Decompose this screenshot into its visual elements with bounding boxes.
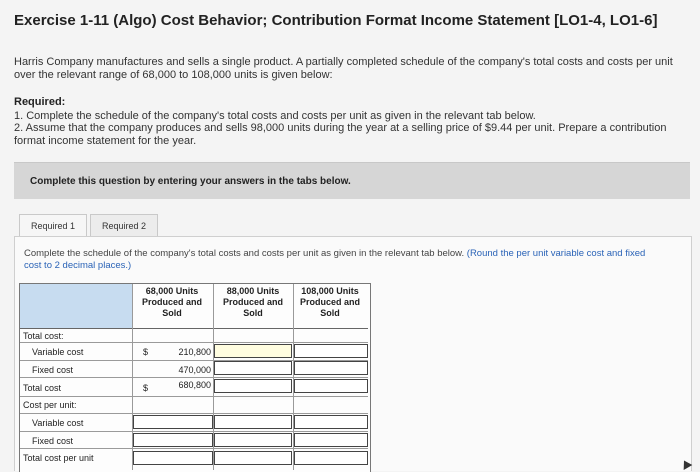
- grid-line: [20, 328, 368, 329]
- column-header-68000: 68,000 Units Produced and Sold: [141, 286, 202, 318]
- row-label-cost-per-unit-heading: Cost per unit:: [23, 400, 77, 410]
- variable-cost-68000: 210,800: [178, 347, 211, 357]
- column-header-88000: 88,000 Units Produced and Sold: [222, 286, 283, 318]
- fixed-cost-108000-input[interactable]: [294, 361, 368, 375]
- instruction-rounding-note: (Round the per unit variable cost and fixed cost to 2 decimal places.): [24, 248, 646, 271]
- column-header-108000: 108,000 Units Produced and Sold: [299, 286, 360, 318]
- per-unit-fixed-88000-input[interactable]: [214, 433, 292, 447]
- row-label-total-cost-heading: Total cost:: [23, 331, 64, 341]
- fixed-cost-68000: 470,000: [178, 365, 211, 375]
- banner-text: Complete this question by entering your answers in the tabs below.: [30, 176, 351, 187]
- total-per-unit-68000-input[interactable]: [133, 451, 213, 465]
- grid-line: [20, 377, 368, 378]
- grid-line: [20, 396, 368, 397]
- instruction-main: Complete the schedule of the company's total costs and costs per unit as given in the relevant tab below.: [24, 248, 465, 259]
- per-unit-variable-88000-input[interactable]: [214, 415, 292, 429]
- currency-sign: $: [143, 347, 149, 357]
- row-label-fixed-cost: Fixed cost: [32, 365, 74, 375]
- problem-intro: Harris Company manufactures and sells a single product. A partially completed schedule of the company's total costs and costs per unit over the relevant range of 68,000 to 108,000 units is given below:: [14, 56, 673, 81]
- currency-sign: $: [143, 383, 149, 393]
- row-label-per-unit-fixed-cost: Fixed cost: [32, 436, 74, 446]
- per-unit-fixed-108000-input[interactable]: [294, 433, 368, 447]
- grid-line: [20, 431, 368, 432]
- row-label-total-cost-per-unit: Total cost per unit: [23, 453, 94, 463]
- row-label-per-unit-variable-cost: Variable cost: [32, 418, 84, 428]
- tab-required-2[interactable]: Required 2: [90, 214, 158, 237]
- grid-line: [20, 413, 368, 414]
- grid-line: [20, 448, 368, 449]
- total-per-unit-108000-input[interactable]: [294, 451, 368, 465]
- variable-cost-88000-input[interactable]: [214, 344, 292, 358]
- requirement-1: 1. Complete the schedule of the company's total costs and costs per unit as given in the relevant tab below.: [14, 110, 536, 122]
- requirement-2: 2. Assume that the company produces and sells 98,000 units during the year at a selling price of $9.44 per unit. Prepare a contribution format income statement for the year.: [14, 122, 667, 147]
- total-cost-68000: 680,800: [178, 380, 211, 390]
- required-heading: Required:: [14, 96, 66, 108]
- variable-cost-108000-input[interactable]: [294, 344, 368, 358]
- per-unit-variable-108000-input[interactable]: [294, 415, 368, 429]
- fixed-cost-88000-input[interactable]: [214, 361, 292, 375]
- per-unit-fixed-68000-input[interactable]: [133, 433, 213, 447]
- exercise-title: Exercise 1-11 (Algo) Cost Behavior; Contribution Format Income Statement [LO1-4, LO1-6]: [14, 12, 658, 29]
- total-cost-108000-input[interactable]: [294, 379, 368, 393]
- grid-line: [20, 342, 368, 343]
- row-label-variable-cost: Variable cost: [32, 347, 84, 357]
- total-cost-88000-input[interactable]: [214, 379, 292, 393]
- per-unit-variable-68000-input[interactable]: [133, 415, 213, 429]
- instructions-banner: [14, 162, 690, 199]
- header-label-cell: [20, 284, 132, 329]
- total-per-unit-88000-input[interactable]: [214, 451, 292, 465]
- row-label-total-cost: Total cost: [23, 383, 62, 393]
- tab-required-1[interactable]: Required 1: [19, 214, 87, 237]
- tab-instruction: [24, 248, 664, 272]
